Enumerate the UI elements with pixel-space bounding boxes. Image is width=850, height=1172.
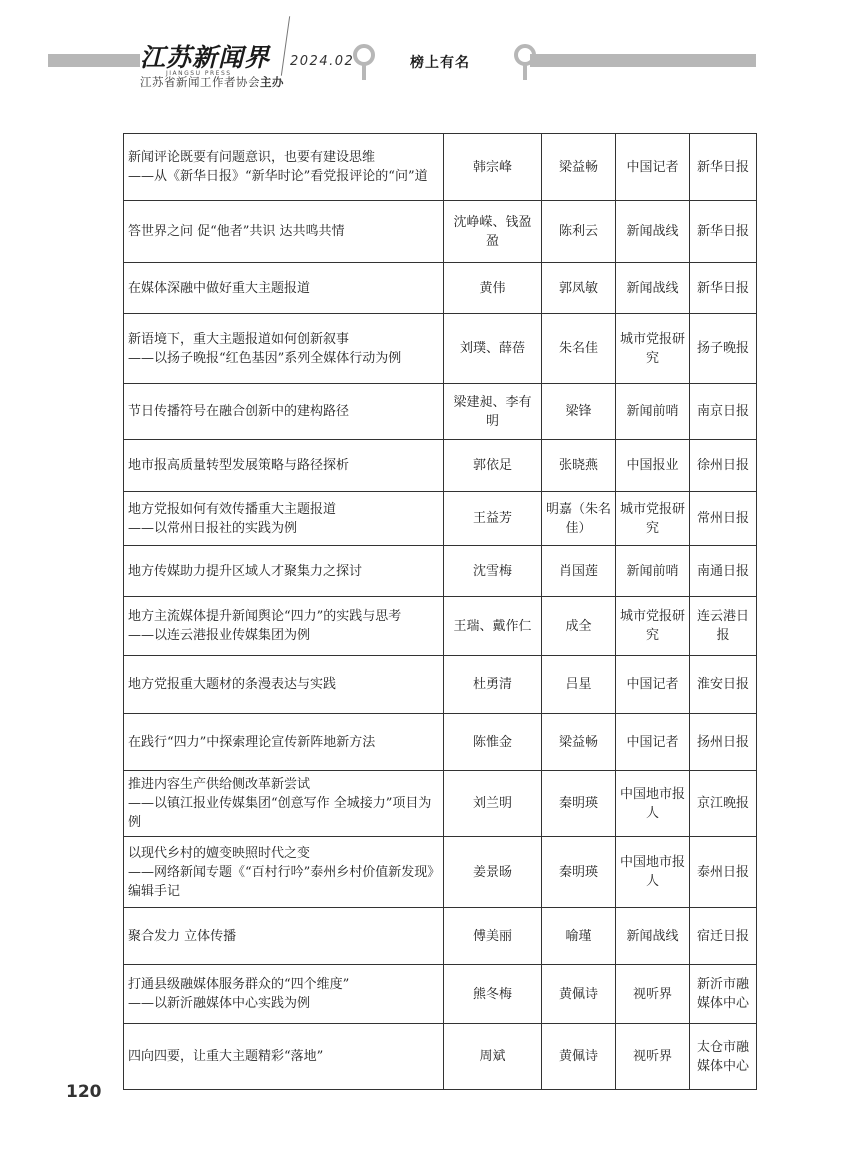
article-title-cell — [124, 597, 444, 656]
table-row — [124, 201, 757, 263]
sponsor-name: 江苏省新闻工作者协会 — [140, 75, 260, 89]
unit-cell: 新华日报 — [690, 263, 757, 314]
author-cell: 郭依足 — [444, 440, 542, 492]
unit-cell: 泰州日报 — [690, 837, 757, 908]
table-row — [124, 656, 757, 714]
unit-cell: 新沂市融媒体中心 — [690, 965, 757, 1024]
unit-cell: 京江晚报 — [690, 771, 757, 837]
article-subtitle: ——从《新华日报》“新华时论”看党报评论的“问”道 — [128, 169, 428, 184]
table-row — [124, 134, 757, 201]
article-subtitle: ——以常州日报社的实践为例 — [128, 520, 298, 536]
table-row — [124, 440, 757, 492]
unit-cell: 新华日报 — [690, 201, 757, 263]
publication-cell: 视听界 — [616, 965, 690, 1024]
editor-cell: 梁益畅 — [542, 134, 616, 201]
article-title: 新语境下，重大主题报道如何创新叙事 — [128, 331, 350, 347]
author-cell: 梁建昶、李有明 — [444, 384, 542, 440]
publication-cell: 城市党报研究 — [616, 314, 690, 384]
publication-cell: 中国地市报人 — [616, 837, 690, 908]
header-divider — [281, 16, 290, 76]
publication-cell: 中国地市报人 — [616, 771, 690, 837]
article-title: 新闻评论既要有问题意识，也要有建设思维 — [128, 150, 376, 165]
article-subtitle: ——网络新闻专题《“百村行吟”泰州乡村价值新发现》编辑手记 — [128, 864, 434, 899]
editor-cell: 喻瑾 — [542, 908, 616, 965]
article-title-cell — [124, 546, 444, 597]
editor-cell: 黄佩诗 — [542, 1024, 616, 1090]
article-subtitle: ——以新沂融媒体中心实践为例 — [128, 996, 311, 1011]
editor-cell: 梁锋 — [542, 384, 616, 440]
table-row — [124, 771, 757, 837]
unit-cell: 南京日报 — [690, 384, 757, 440]
editor-cell: 梁益畅 — [542, 714, 616, 771]
author-cell: 陈惟金 — [444, 714, 542, 771]
magazine-logo: 江苏新闻界 — [140, 43, 271, 72]
table-row — [124, 908, 757, 965]
header-bar-right — [530, 54, 756, 67]
pin-icon — [352, 44, 376, 82]
article-title: 打通县级融媒体服务群众的“四个维度” — [128, 977, 350, 992]
table-row — [124, 263, 757, 314]
sponsor-suffix: 主办 — [260, 75, 284, 89]
unit-cell: 扬州日报 — [690, 714, 757, 771]
unit-cell: 徐州日报 — [690, 440, 757, 492]
article-title-cell — [124, 263, 444, 314]
author-cell: 周斌 — [444, 1024, 542, 1090]
article-subtitle: ——以连云港报业传媒集团为例 — [128, 628, 311, 643]
article-title-cell — [124, 440, 444, 492]
publication-cell: 新闻前哨 — [616, 546, 690, 597]
page-number: 120 — [66, 1082, 102, 1102]
article-title: 四向四要，让重大主题精彩“落地” — [128, 1049, 324, 1064]
publication-cell: 城市党报研究 — [616, 492, 690, 546]
publication-cell: 视听界 — [616, 1024, 690, 1090]
author-cell: 沈雪梅 — [444, 546, 542, 597]
article-title-cell — [124, 656, 444, 714]
article-title: 地方党报如何有效传播重大主题报道 — [128, 501, 337, 517]
author-cell: 杜勇清 — [444, 656, 542, 714]
article-title: 以现代乡村的嬗变映照时代之变 — [128, 845, 311, 861]
publication-cell: 新闻战线 — [616, 263, 690, 314]
article-title-cell — [124, 314, 444, 384]
article-title-cell — [124, 908, 444, 965]
table-row — [124, 597, 757, 656]
article-title-cell — [124, 1024, 444, 1090]
table-row — [124, 965, 757, 1024]
author-cell: 沈峥嵘、钱盈盈 — [444, 201, 542, 263]
author-cell: 王瑞、戴作仁 — [444, 597, 542, 656]
article-title: 地方党报重大题材的条漫表达与实践 — [128, 677, 337, 692]
author-cell: 傅美丽 — [444, 908, 542, 965]
editor-cell: 成全 — [542, 597, 616, 656]
unit-cell: 新华日报 — [690, 134, 757, 201]
article-title: 地市报高质量转型发展策略与路径探析 — [128, 458, 350, 473]
table-row — [124, 314, 757, 384]
author-cell: 熊冬梅 — [444, 965, 542, 1024]
unit-cell: 扬子晚报 — [690, 314, 757, 384]
unit-cell: 太仓市融媒体中心 — [690, 1024, 757, 1090]
editor-cell: 黄佩诗 — [542, 965, 616, 1024]
author-cell: 韩宗峰 — [444, 134, 542, 201]
author-cell: 刘兰明 — [444, 771, 542, 837]
article-title: 答世界之问 促“他者”共识 达共鸣共情 — [128, 224, 345, 239]
award-table — [123, 133, 757, 1090]
magazine-logo-subtitle: JIANGSU PRESS — [166, 70, 232, 77]
section-title: 榜上有名 — [410, 55, 470, 71]
editor-cell: 秦明瑛 — [542, 837, 616, 908]
author-cell: 姜景旸 — [444, 837, 542, 908]
table-row — [124, 492, 757, 546]
header-bar-left — [48, 54, 140, 67]
article-title: 在媒体深融中做好重大主题报道 — [128, 280, 311, 296]
article-subtitle: ——以镇江报业传媒集团“创意写作 全城接力”项目为例 — [128, 796, 432, 830]
article-title-cell — [124, 714, 444, 771]
article-title-cell — [124, 201, 444, 263]
publication-cell: 新闻前哨 — [616, 384, 690, 440]
editor-cell: 陈利云 — [542, 201, 616, 263]
editor-cell: 朱名佳 — [542, 314, 616, 384]
table-row — [124, 546, 757, 597]
article-title-cell — [124, 384, 444, 440]
editor-cell: 张晓燕 — [542, 440, 616, 492]
publication-cell: 新闻战线 — [616, 201, 690, 263]
editor-cell: 秦明瑛 — [542, 771, 616, 837]
publication-cell: 城市党报研究 — [616, 597, 690, 656]
editor-cell: 郭凤敏 — [542, 263, 616, 314]
editor-cell: 明嘉（朱名佳） — [542, 492, 616, 546]
article-title: 聚合发力 立体传播 — [128, 928, 237, 944]
table-row — [124, 837, 757, 908]
article-title: 地方传媒助力提升区域人才聚集力之探讨 — [128, 563, 363, 579]
article-title: 地方主流媒体提升新闻舆论“四力”的实践与思考 — [128, 609, 402, 624]
author-cell: 黄伟 — [444, 263, 542, 314]
article-title-cell — [124, 492, 444, 546]
publication-cell: 新闻战线 — [616, 908, 690, 965]
publication-cell: 中国记者 — [616, 714, 690, 771]
unit-cell: 常州日报 — [690, 492, 757, 546]
article-title-cell — [124, 134, 444, 201]
unit-cell: 宿迁日报 — [690, 908, 757, 965]
article-title: 在践行“四力”中探索理论宣传新阵地新方法 — [128, 734, 376, 750]
editor-cell: 吕星 — [542, 656, 616, 714]
article-title: 推进内容生产供给侧改革新尝试 — [128, 777, 311, 792]
author-cell: 刘璞、薛蓓 — [444, 314, 542, 384]
publication-cell: 中国记者 — [616, 134, 690, 201]
table-row — [124, 1024, 757, 1090]
article-title-cell — [124, 837, 444, 908]
publication-cell: 中国报业 — [616, 440, 690, 492]
table-row — [124, 714, 757, 771]
article-title-cell — [124, 965, 444, 1024]
editor-cell: 肖国莲 — [542, 546, 616, 597]
publication-cell: 中国记者 — [616, 656, 690, 714]
article-title: 节日传播符号在融合创新中的建构路径 — [128, 404, 350, 419]
unit-cell: 南通日报 — [690, 546, 757, 597]
sponsor-line — [140, 74, 284, 90]
article-title-cell — [124, 771, 444, 837]
author-cell: 王益芳 — [444, 492, 542, 546]
table-row — [124, 384, 757, 440]
unit-cell: 淮安日报 — [690, 656, 757, 714]
article-subtitle: ——以扬子晚报“红色基因”系列全媒体行动为例 — [128, 350, 402, 366]
issue-number: 2024.02 — [290, 54, 355, 69]
unit-cell: 连云港日报 — [690, 597, 757, 656]
